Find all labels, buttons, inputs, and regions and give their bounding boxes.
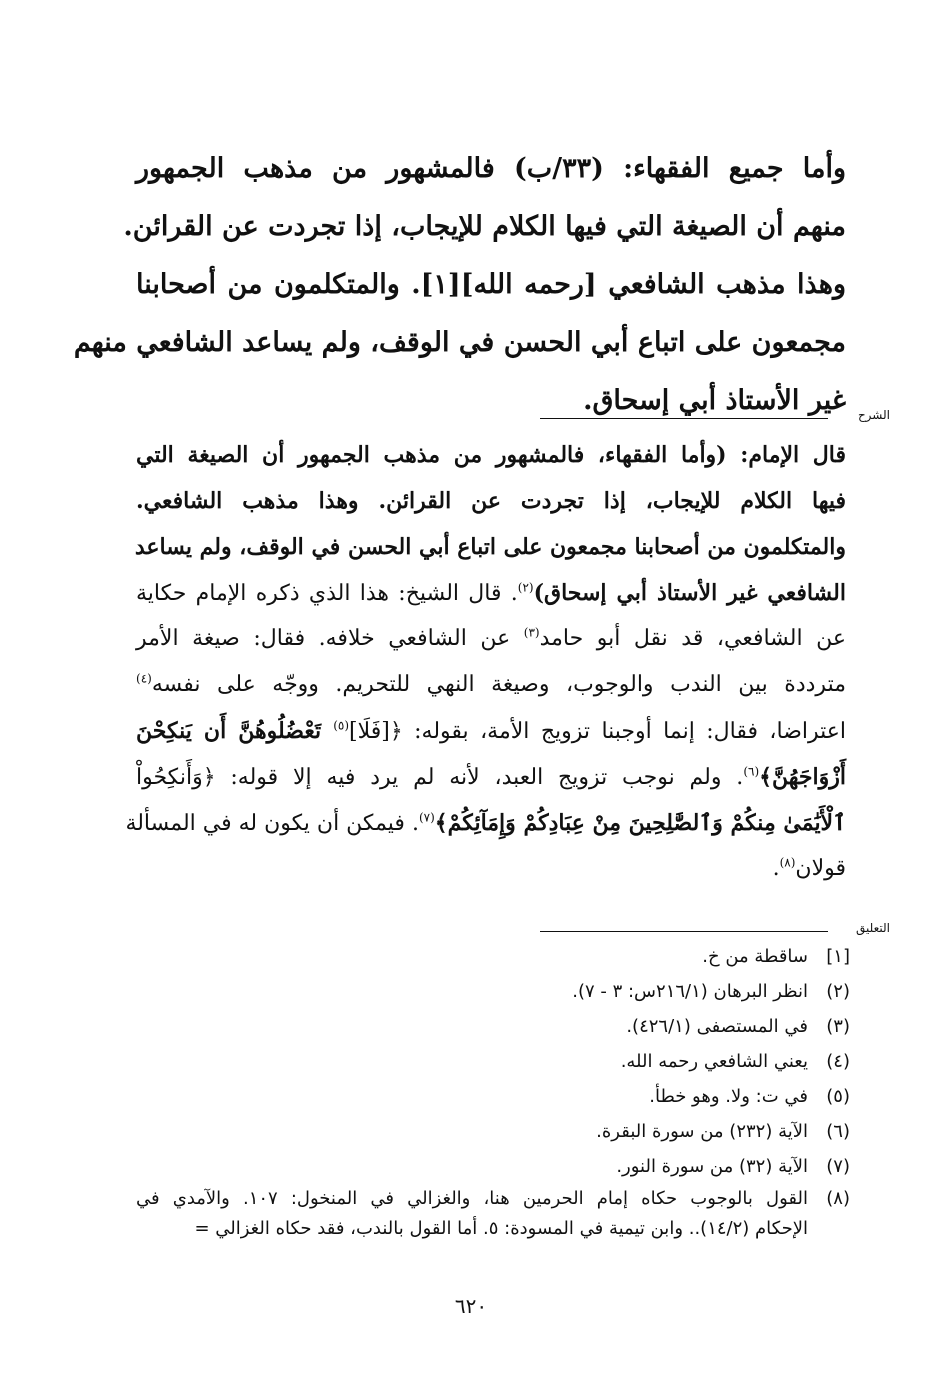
- page-number: ٦٢٠: [454, 1294, 488, 1318]
- footnote-line: القول بالوجوب حكاه إمام الحرمين هنا، والغزالي في المنخول: ١٠٧. والآمدي في: [136, 1188, 808, 1209]
- footnote-number: (٤): [826, 1051, 850, 1072]
- divider-rule: [540, 931, 828, 932]
- sharh-label: الشرح: [857, 408, 890, 422]
- footnotes: [136, 939, 850, 1244]
- main-line: وأما جميع الفقهاء: (٣٣/ب) فالمشهور من مذهب الجمهور: [136, 153, 846, 184]
- notes-divider: [540, 915, 890, 935]
- divider-rule: [540, 418, 828, 419]
- footnote-number: (٥): [826, 1086, 850, 1107]
- footnote-item: [136, 974, 850, 1009]
- footnote-ref: (٧): [418, 810, 435, 825]
- commentary-text: [125, 432, 847, 892]
- commentary-line: والمتكلمون من أصحابنا مجمعون على اتباع أبي الحسن في الوقف، ولم يساعد: [134, 534, 846, 560]
- commentary-line: مترددة بين الندب والوجوب، وصيغة النهي للتحريم. ووجّه على نفسه$^{(٤)}$: [136, 671, 846, 697]
- footnote-text: في ت: ولا. وهو خطأ.: [649, 1086, 808, 1107]
- sharh-divider: [540, 402, 890, 422]
- main-line: وهذا مذهب الشافعي [رحمه الله][١]. والمتكلمون من أصحابنا: [136, 269, 846, 300]
- footnote-ref: (٨): [779, 855, 796, 870]
- main-line: غير الأستاذ أبي إسحاق.: [583, 385, 846, 416]
- footnote-number: (٣): [826, 1016, 850, 1037]
- footnote-text: انظر البرهان (٢١٦/١س: ٣ - ٧).: [572, 981, 808, 1002]
- footnote-ref: (٦): [743, 764, 760, 779]
- commentary-line: قال الإمام: (وأما الفقهاء، فالمشهور من مذهب الجمهور أن الصيغة التي: [136, 442, 846, 468]
- footnote-number: (٨): [826, 1188, 850, 1209]
- footnote-item: [136, 1184, 850, 1244]
- footnote-ref: (٣): [523, 625, 540, 640]
- footnote-item: [136, 939, 850, 974]
- notes-label: التعليق: [855, 921, 890, 935]
- footnote-ref: (٥): [333, 718, 350, 733]
- footnote-text: ساقطة من خ.: [702, 946, 808, 967]
- main-line: منهم أن الصيغة التي فيها الكلام للإيجاب، إذا تجردت عن القرائن.: [123, 211, 846, 242]
- commentary-line: أَزْوَاجَهُنَّ﴾$^{(٦)}$. ولم نوجب تزويج العبد، لأنه لم يرد فيه إلا قوله: ﴿وَأَنكِحُواْ: [136, 764, 846, 790]
- footnote-item: [136, 1114, 850, 1149]
- footnote-ref: (٤): [136, 671, 152, 686]
- footnote-item: [136, 1079, 850, 1114]
- footnote-item: [136, 1009, 850, 1044]
- footnote-item: [136, 1044, 850, 1079]
- footnote-text: الآية (٣٢) من سورة النور.: [616, 1156, 808, 1177]
- footnote-number: [١]: [826, 946, 850, 967]
- footnote-item: [136, 1149, 850, 1184]
- footnote-text: [136, 1184, 808, 1244]
- commentary-line: ٱلْأَيَٰمَىٰ مِنكُمْ وَٱلصَّٰلِحِينَ مِنْ عِبَادِكُمْ وَإِمَآئِكُمْ﴾$^{(٧)}$. فيمكن أن يكون له في المسألة: [125, 810, 846, 836]
- footnote-text: في المستصفى (٤٢٦/١).: [626, 1016, 808, 1037]
- main-text: [73, 140, 846, 430]
- footnote-line: الإحكام (١٤/٢).. وابن تيمية في المسودة: ٥. أما القول بالندب، فقد حكاه الغزالي =: [194, 1218, 808, 1239]
- commentary-line: الشافعي غير الأستاذ أبي إسحاق)$^{(٢)}$. قال الشيخ: هذا الذي ذكره الإمام حكاية: [136, 580, 846, 606]
- footnote-number: (٢): [826, 981, 850, 1002]
- main-line: مجمعون على اتباع أبي الحسن في الوقف، ولم يساعد الشافعي منهم: [73, 327, 846, 358]
- commentary-line: اعتراضا، فقال: إنما أوجبنا تزويج الأمة، بقوله: ﴿[فَلَا]$^{(٥)}$ تَعْضُلُوهُنَّ أَن يَنكِحْنَ: [136, 718, 847, 744]
- footnote-ref: (٢): [517, 580, 534, 595]
- footnote-text: يعني الشافعي رحمه الله.: [620, 1051, 808, 1072]
- footnote-number: (٧): [826, 1156, 850, 1177]
- footnote-number: (٦): [826, 1121, 850, 1142]
- commentary-line: عن الشافعي، قد نقل أبو حامد$^{(٣)}$ عن الشافعي خلافه. فقال: صيغة الأمر: [136, 625, 847, 651]
- commentary-line: فيها الكلام للإيجاب، إذا تجردت عن القرائن. وهذا مذهب الشافعي.: [136, 488, 846, 514]
- footnote-text: الآية (٢٣٢) من سورة البقرة.: [596, 1121, 808, 1142]
- commentary-line: قولان$^{(٨)}$.: [772, 855, 846, 881]
